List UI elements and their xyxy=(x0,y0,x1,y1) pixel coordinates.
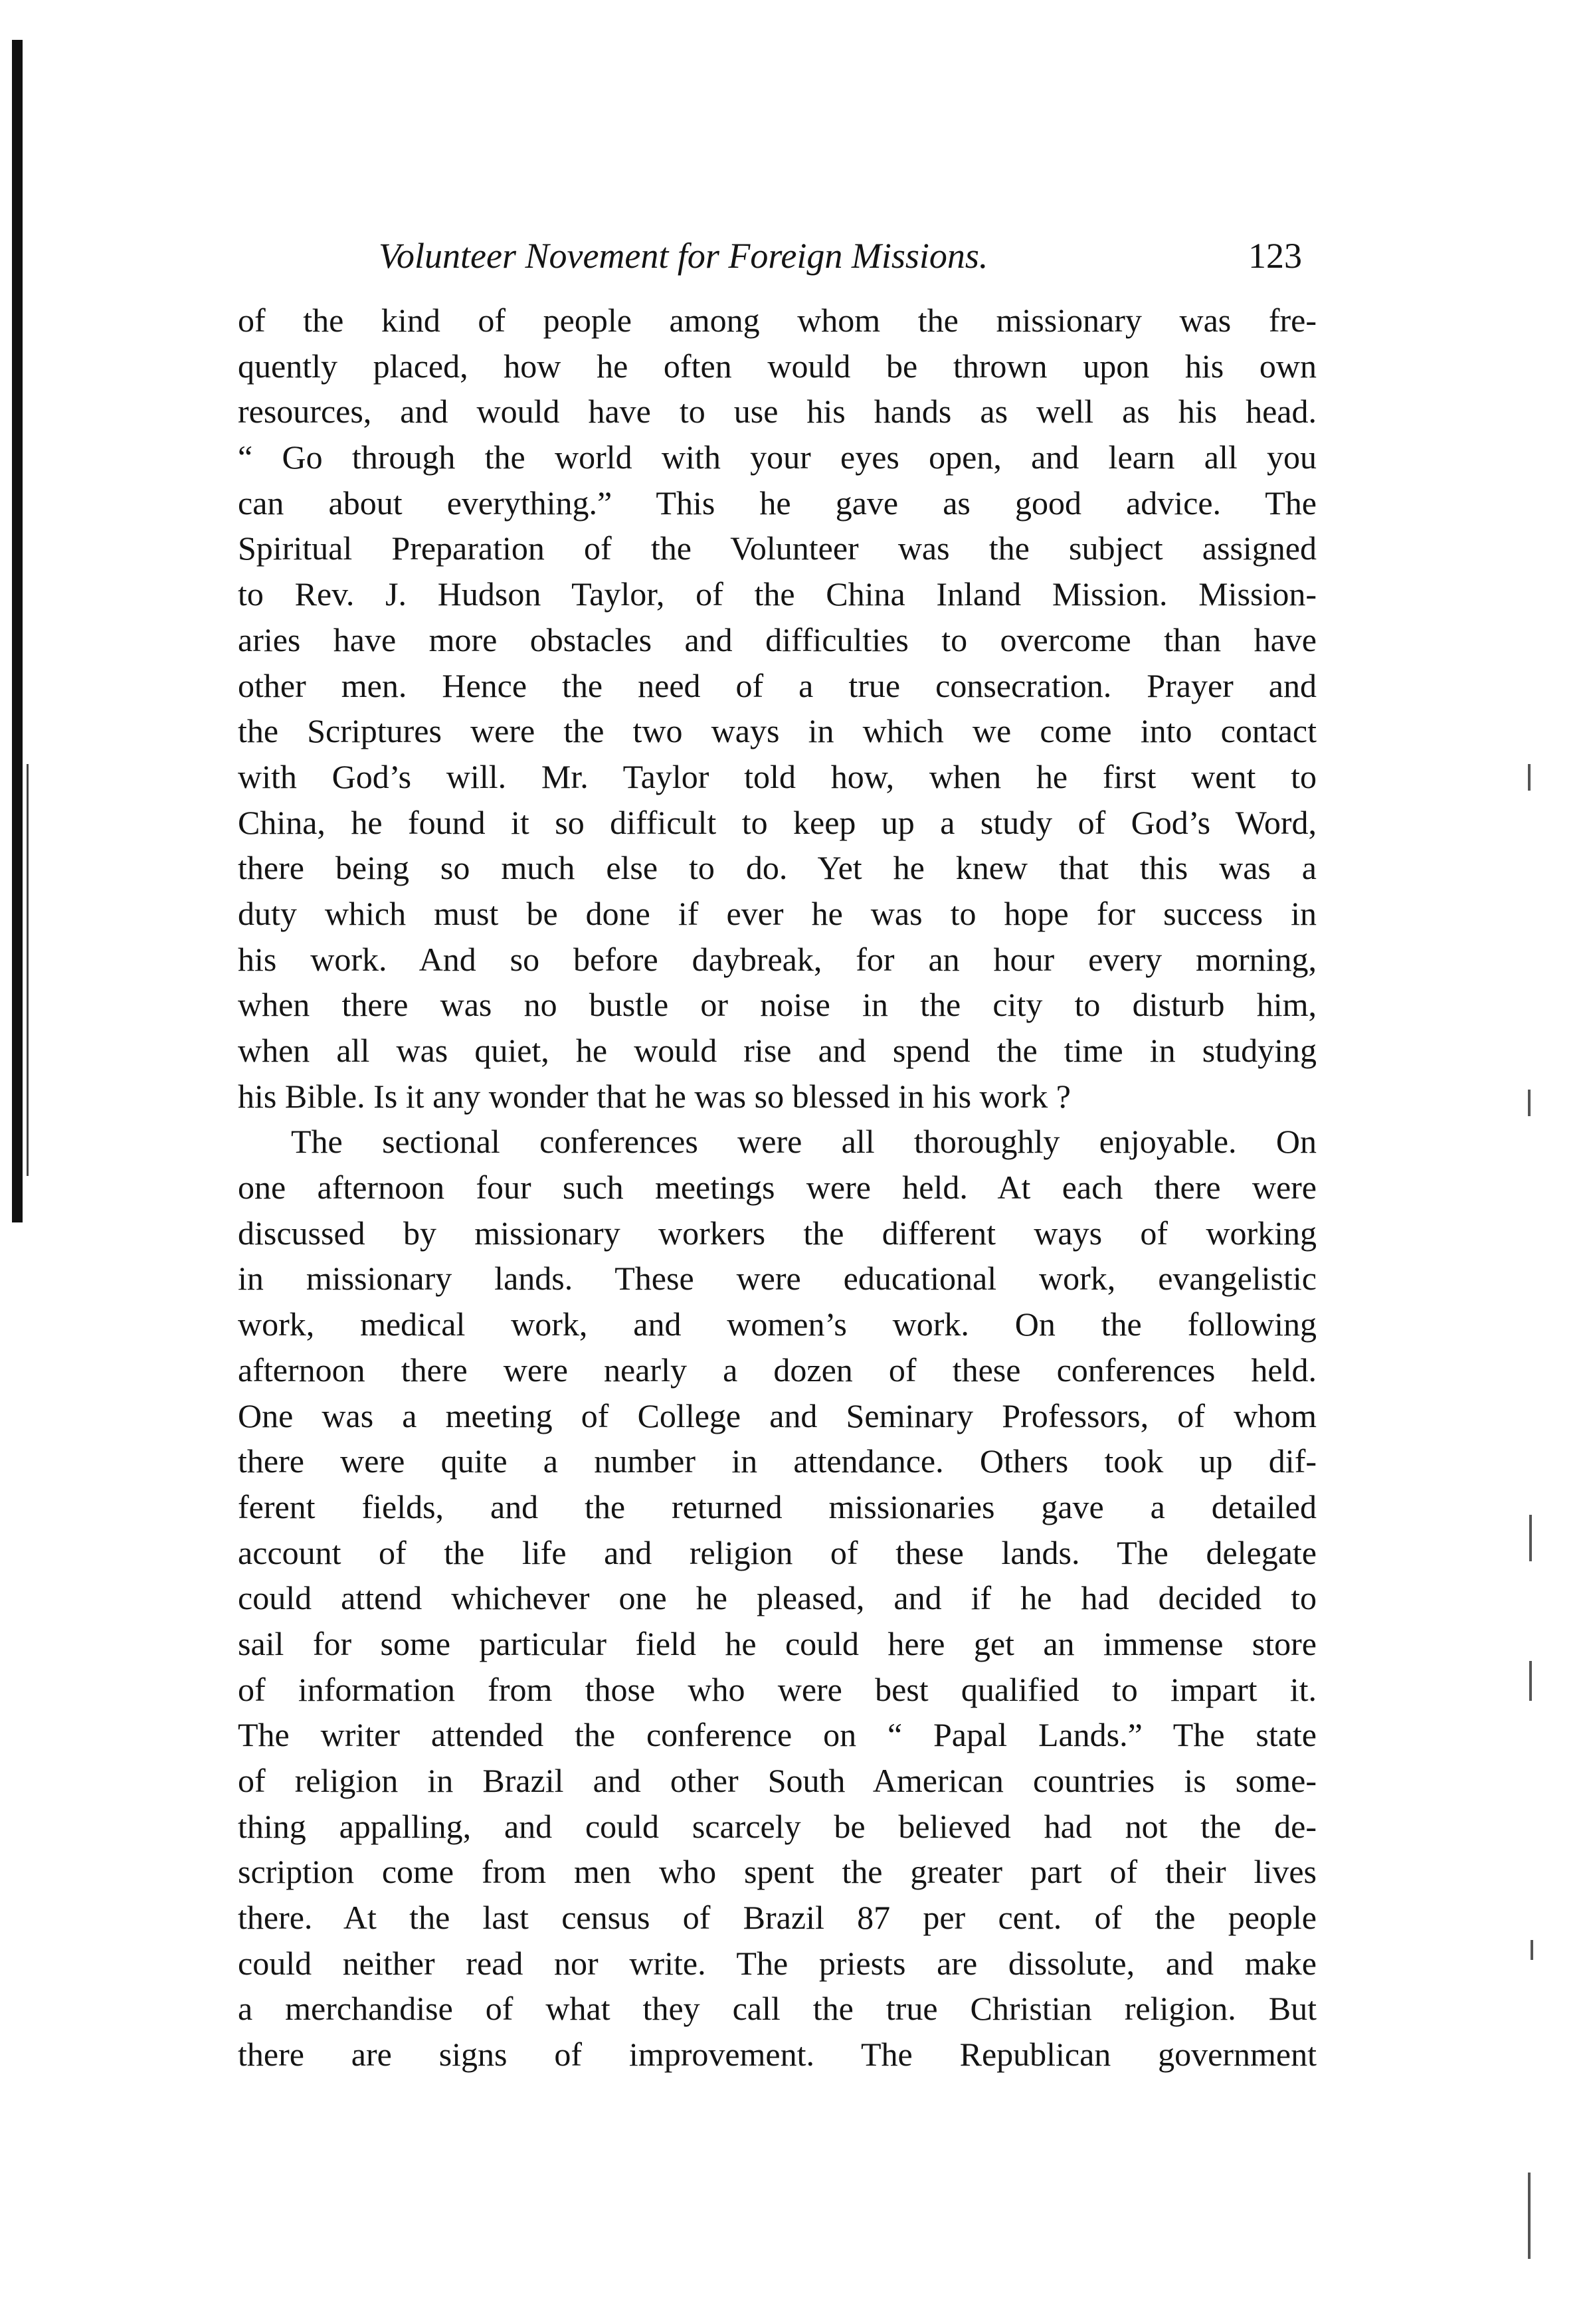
text-line: with God’s will. Mr. Taylor told how, when he first went to xyxy=(238,757,1317,795)
text-line: of information from those who were best qualified to impart it. xyxy=(238,1670,1317,1708)
text-line: Spiritual Preparation of the Volunteer was the subject assigned xyxy=(238,530,1317,567)
text-line: duty which must be done if ever he was to hope for success in xyxy=(238,894,1317,932)
text-line: other men. Hence the need of a true consecration. Prayer and xyxy=(238,666,1317,704)
scan-margin-mark xyxy=(1531,1940,1533,1960)
page-header xyxy=(239,229,1315,282)
text-line: in missionary lands. These were educational work, evangelistic xyxy=(238,1260,1317,1298)
text-line: of religion in Brazil and other South American countries is some- xyxy=(238,1762,1317,1799)
text-line: to Rev. J. Hudson Taylor, of the China Inland Mission. Mission- xyxy=(238,575,1317,613)
text-line: sail for some particular field he could here get an immense store xyxy=(238,1624,1317,1662)
text-line: there were quite a number in attendance. Others took up dif- xyxy=(238,1442,1317,1480)
text-line: the Scriptures were the two ways in which we come into contact xyxy=(238,712,1317,750)
text-line: his work. And so before daybreak, for an hour every morning, xyxy=(238,940,1317,978)
text-line: can about everything.” This he gave as good advice. The xyxy=(238,484,1317,522)
scan-margin-mark xyxy=(1528,2173,1531,2259)
paragraph-start-line: The sectional conferences were all thoroughly enjoyable. On xyxy=(291,1123,1317,1161)
text-line: China, he found it so difficult to keep up a study of God’s Word, xyxy=(238,803,1317,841)
text-line: quently placed, how he often would be thrown upon his own xyxy=(238,347,1317,385)
text-line: there. At the last census of Brazil 87 per cent. of the people xyxy=(238,1899,1317,1937)
text-line: one afternoon four such meetings were held. At each there were xyxy=(238,1169,1317,1207)
text-line: One was a meeting of College and Seminary Professors, of whom xyxy=(238,1397,1317,1434)
text-line: could neither read nor write. The priests are dissolute, and make xyxy=(238,1944,1317,1982)
scan-margin-mark xyxy=(1528,1090,1531,1116)
text-line: a merchandise of what they call the true Christian religion. But xyxy=(238,1990,1317,2028)
text-line: there are signs of improvement. The Republican government xyxy=(238,2036,1317,2074)
text-line: work, medical work, and women’s work. On the following xyxy=(238,1306,1317,1343)
text-line: when there was no bustle or noise in the city to disturb him, xyxy=(238,986,1317,1024)
text-line: discussed by missionary workers the different ways of working xyxy=(238,1214,1317,1252)
page-binding-shadow xyxy=(27,764,29,1176)
body-text xyxy=(238,298,1317,2078)
text-line: resources, and would have to use his hands as well as his head. xyxy=(238,393,1317,431)
text-line: his Bible. Is it any wonder that he was so blessed in his work ? xyxy=(238,1077,1071,1115)
text-line: thing appalling, and could scarcely be believed had not the de- xyxy=(238,1807,1317,1845)
scan-margin-mark xyxy=(1529,1515,1532,1561)
page-binding-edge xyxy=(12,40,23,1222)
text-line: The writer attended the conference on “ Papal Lands.” The state xyxy=(238,1716,1317,1754)
scan-margin-mark xyxy=(1529,1661,1532,1701)
text-line: ferent fields, and the returned missionaries gave a detailed xyxy=(238,1488,1317,1525)
text-line: scription come from men who spent the greater part of their lives xyxy=(238,1853,1317,1891)
text-line: could attend whichever one he pleased, and if he had decided to xyxy=(238,1579,1317,1617)
text-line: account of the life and religion of these lands. The delegate xyxy=(238,1533,1317,1571)
text-line: aries have more obstacles and difficulties to overcome than have xyxy=(238,621,1317,658)
page-number: 123 xyxy=(1248,236,1302,276)
text-line: there being so much else to do. Yet he knew that this was a xyxy=(238,849,1317,887)
scan-margin-mark xyxy=(1528,764,1531,791)
text-line: when all was quiet, he would rise and spend the time in studying xyxy=(238,1032,1317,1069)
text-line: “ Go through the world with your eyes open, and learn all you xyxy=(238,438,1317,476)
running-title: Volunteer Novement for Foreign Missions. xyxy=(379,236,988,276)
text-line: afternoon there were nearly a dozen of these conferences held. xyxy=(238,1351,1317,1389)
text-line: of the kind of people among whom the missionary was fre- xyxy=(238,302,1317,339)
